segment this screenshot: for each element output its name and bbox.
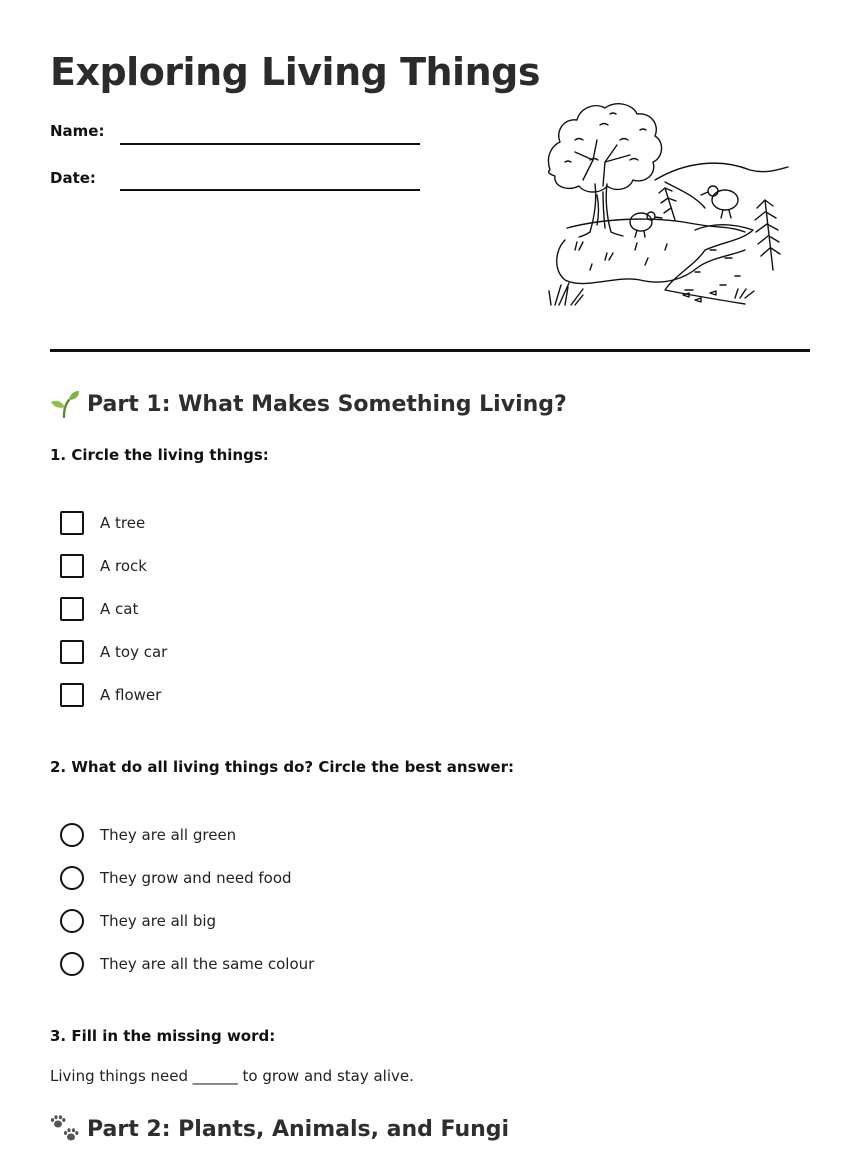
- radio-button[interactable]: [60, 909, 84, 933]
- checkbox[interactable]: [60, 683, 84, 707]
- worksheet-title: Exploring Living Things: [50, 50, 540, 94]
- radio-button[interactable]: [60, 866, 84, 890]
- date-field[interactable]: [120, 189, 420, 191]
- checkbox[interactable]: [60, 640, 84, 664]
- option-label: They are all big: [100, 912, 217, 930]
- radio-button[interactable]: [60, 952, 84, 976]
- option-label: A rock: [100, 557, 147, 575]
- option-label: They grow and need food: [100, 869, 292, 887]
- q1-option-cat[interactable]: [60, 597, 138, 621]
- paw-prints-icon: [50, 1115, 80, 1143]
- date-label: Date:: [50, 169, 96, 187]
- question-2: 2. What do all living things do? Circle the best answer:: [50, 758, 514, 776]
- checkbox[interactable]: [60, 511, 84, 535]
- option-label: A toy car: [100, 643, 168, 661]
- nature-scene-illustration: [545, 100, 795, 312]
- q2-option-grow[interactable]: [60, 866, 292, 890]
- seedling-icon: [50, 390, 80, 418]
- question-1: 1. Circle the living things:: [50, 446, 269, 464]
- checkbox[interactable]: [60, 597, 84, 621]
- name-field[interactable]: [120, 143, 420, 145]
- name-label: Name:: [50, 122, 105, 140]
- part2-heading-text: Part 2: Plants, Animals, and Fungi: [87, 1116, 510, 1142]
- option-label: They are all the same colour: [100, 955, 315, 973]
- q1-option-toy-car[interactable]: [60, 640, 167, 664]
- q1-option-tree[interactable]: [60, 511, 145, 535]
- fill-in-sentence[interactable]: Living things need ______ to grow and stay alive.: [50, 1067, 414, 1085]
- option-label: They are all green: [100, 826, 237, 844]
- question-3: 3. Fill in the missing word:: [50, 1027, 276, 1045]
- part1-heading-text: Part 1: What Makes Something Living?: [87, 391, 567, 417]
- part1-heading: [50, 390, 567, 418]
- q1-option-rock[interactable]: [60, 554, 147, 578]
- option-label: A cat: [100, 600, 139, 618]
- section-divider: [50, 349, 810, 352]
- q2-option-green[interactable]: [60, 823, 236, 847]
- option-label: A flower: [100, 686, 162, 704]
- option-label: A tree: [100, 514, 146, 532]
- q1-option-flower[interactable]: [60, 683, 161, 707]
- checkbox[interactable]: [60, 554, 84, 578]
- part2-heading: [50, 1115, 509, 1143]
- q2-option-colour[interactable]: [60, 952, 314, 976]
- radio-button[interactable]: [60, 823, 84, 847]
- q2-option-big[interactable]: [60, 909, 216, 933]
